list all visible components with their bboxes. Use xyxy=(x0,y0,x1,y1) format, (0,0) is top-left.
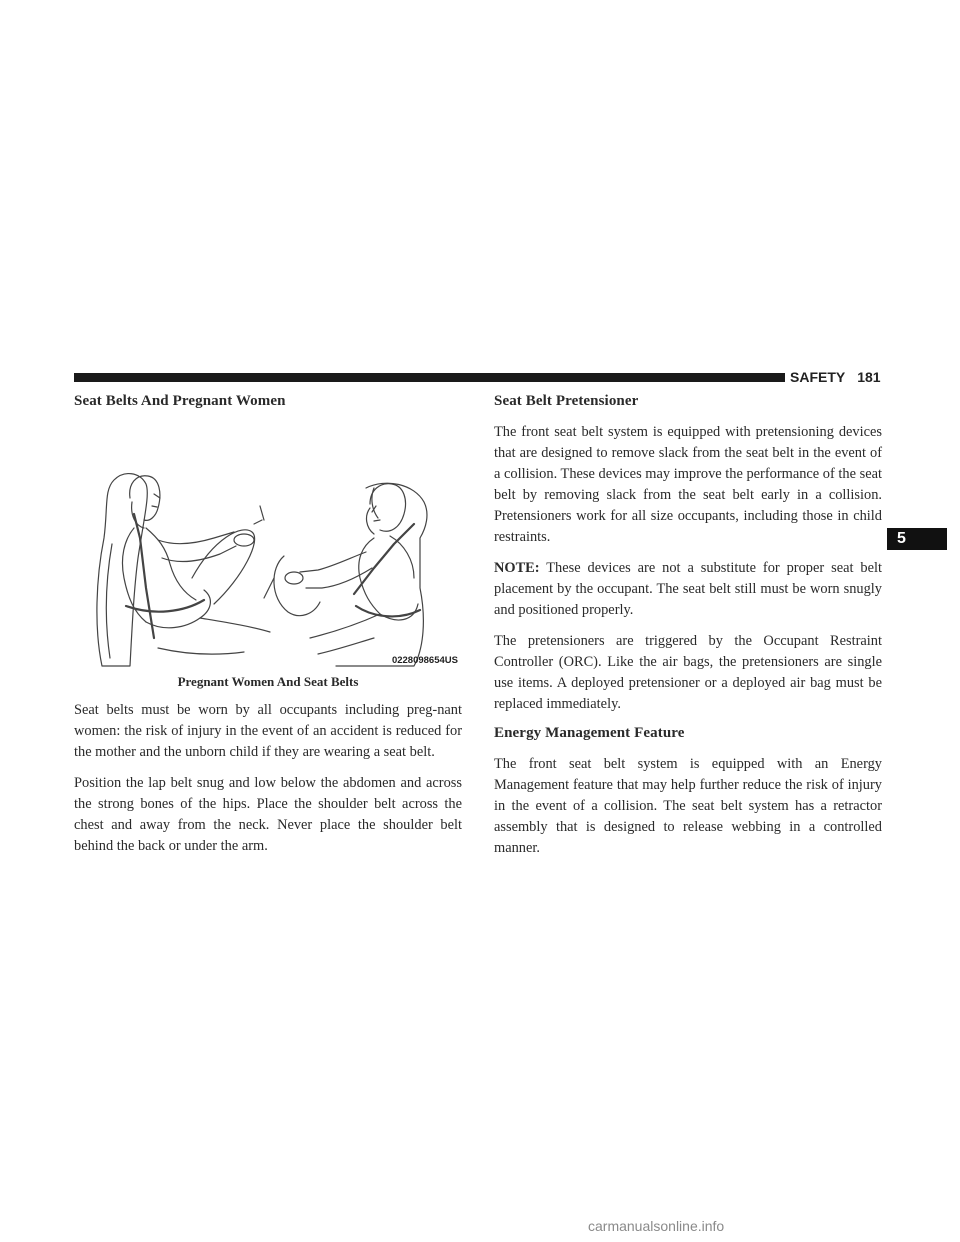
section-heading-pretensioner: Seat Belt Pretensioner xyxy=(494,393,639,409)
watermark: carmanualsonline.info xyxy=(588,1218,725,1234)
chapter-tab: 5 xyxy=(887,528,947,550)
note-text: These devices are not a substitute for proper seat belt placement by the occupant. The seat belt still must be worn snugly and positioned properly. xyxy=(494,560,882,618)
note-paragraph xyxy=(494,558,882,621)
figure-caption: Pregnant Women And Seat Belts xyxy=(177,674,359,689)
illustration-pregnant-women-seat-belts xyxy=(74,428,462,678)
section-title: SAFETY xyxy=(790,369,846,385)
pregnant-women-illustration xyxy=(74,428,462,678)
section-heading-energy-management: Energy Management Feature xyxy=(494,725,685,741)
note-label: NOTE: xyxy=(494,560,540,576)
paragraph: Seat belts must be worn by all occupants including preg-nant women: the risk of injury in the event of an accident is reduced for the mother and the unborn child if they are wearing a seat belt. xyxy=(74,702,462,760)
paragraph: The front seat belt system is equipped with pretensioning devices that are designed to remove slack from the seat belt in the event of a collision. These devices may improve the performance of the seat belt by removing slack from the seat belt early in a collision. Pretensioners work for all size occupants, including those in child restraints. xyxy=(494,424,882,545)
right-column xyxy=(494,393,882,869)
paragraph: The front seat belt system is equipped with an Energy Management feature that may help further reduce the risk of injury in the event of a collision. The seat belt system has a retractor assembly that is designed to release webbing in a controlled manner. xyxy=(494,756,882,856)
paragraph: The pretensioners are triggered by the Occupant Restraint Controller (ORC). Like the air bags, the pretensioners are single use items. A deployed pretensioner or a deployed air bag must be replaced immediately. xyxy=(494,633,882,712)
section-heading-pregnant-women: Seat Belts And Pregnant Women xyxy=(74,393,286,409)
running-header xyxy=(790,369,886,385)
left-column xyxy=(74,393,462,867)
page-number: 181 xyxy=(857,369,881,385)
figure-code: 0228098654US xyxy=(391,655,458,666)
header-rule xyxy=(74,373,785,382)
paragraph: Position the lap belt snug and low below the abdomen and across the strong bones of the hips. Place the shoulder belt across the chest and away from the neck. Never place the shoulder belt behind the back or under the arm. xyxy=(74,775,462,854)
